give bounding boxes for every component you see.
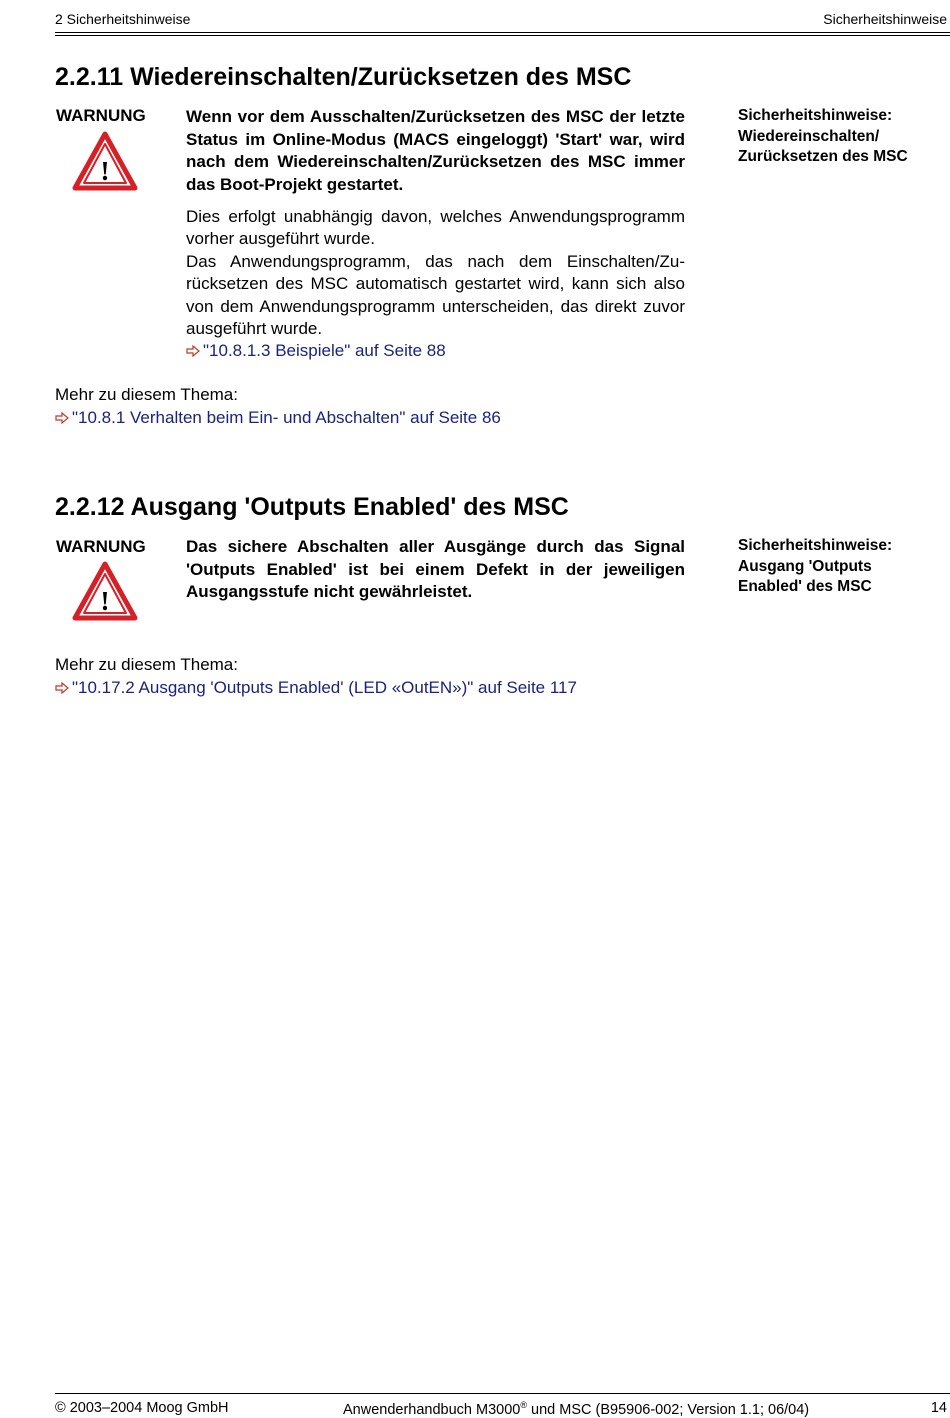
warning-text: Wenn vor dem Ausschalten/Zurücksetzen des MSC der letzte Status im Online-Modus (MACS eingeloggt) 'Start' war, wird nach dem Wiedereinschalten/Zurücksetzen des MSC immer das Boot-Projekt gestartet. [186,107,685,194]
arrow-right-icon [55,407,72,430]
section-title: 2.2.12 Ausgang 'Outputs Enabled' des MSC [55,493,569,521]
header-rule [55,32,950,33]
paragraph: Das Anwendungsprogramm, das nach dem Einschalten/Zurücksetzen des MSC automatisch gestartet wird, kann sich also von dem Anwendungsprogramm unterscheiden, das direkt zuvor ausgeführt wurde. [186,252,685,338]
reference-link[interactable]: "10.8.1 Verhalten beim Ein- und Abschalten" auf Seite 86 [72,407,501,427]
svg-text:!: ! [100,156,110,186]
more-label: Mehr zu diesem Thema: [55,655,238,674]
footer-title-text: und MSC (B95906-002; Version 1.1; 06/04) [527,1401,810,1418]
running-header-chapter: 2 Sicherheitshinweise [55,11,191,27]
margin-note-line: Sicherheitshinweise: [738,107,893,124]
warning-triangle-icon [72,561,138,621]
svg-text:!: ! [100,586,110,616]
registered-mark: ® [520,1400,527,1410]
reference-link[interactable]: "10.8.1.3 Beispiele" auf Seite 88 [203,341,446,360]
running-header-section: Sicherheitshinweise [823,11,947,27]
section-title: 2.2.11 Wiedereinschalten/Zurücksetzen des MSC [55,63,632,91]
footer-copyright: © 2003–2004 Moog GmbH [55,1400,229,1416]
warning-text: Das sichere Abschalten aller Ausgänge durch das Signal 'Outputs Enabled' ist bei einem Defekt in der jeweiligen Ausgangsstufe nicht gewährleistet. [186,537,685,601]
arrow-right-icon [186,340,203,362]
footer-title-text: Anwenderhandbuch M3000 [343,1401,521,1418]
reference-link[interactable]: "10.17.2 Ausgang 'Outputs Enabled' (LED «OutEN»)" auf Seite 117 [72,677,577,697]
page-number: 14 [930,1400,947,1416]
more-on-topic [55,384,501,429]
margin-note-line: Enabled' des MSC [738,578,872,595]
warning-label: WARNUNG [56,537,146,556]
warning-triangle-icon [72,131,138,191]
footer-document-title [343,1400,809,1418]
margin-note [738,536,938,598]
margin-note-line: Wiedereinschalten/ [738,127,880,145]
footer-rule [55,1393,950,1394]
more-on-topic [55,654,577,699]
margin-note-line: Ausgang 'Outputs [738,557,872,575]
more-link-row[interactable] [55,677,577,700]
margin-note-line: Sicherheitshinweise: [738,537,893,554]
arrow-right-icon [55,677,72,700]
margin-note [738,106,938,168]
header-rule-double [55,35,950,36]
cross-reference[interactable] [186,340,685,362]
paragraph: Dies erfolgt unabhängig davon, welches Anwendungsprogramm vorher ausgeführt wurde. [186,207,685,249]
warning-label: WARNUNG [56,106,146,125]
more-link-row[interactable] [55,407,501,430]
more-label: Mehr zu diesem Thema: [55,385,238,404]
margin-note-line: Zurücksetzen des MSC [738,148,908,165]
